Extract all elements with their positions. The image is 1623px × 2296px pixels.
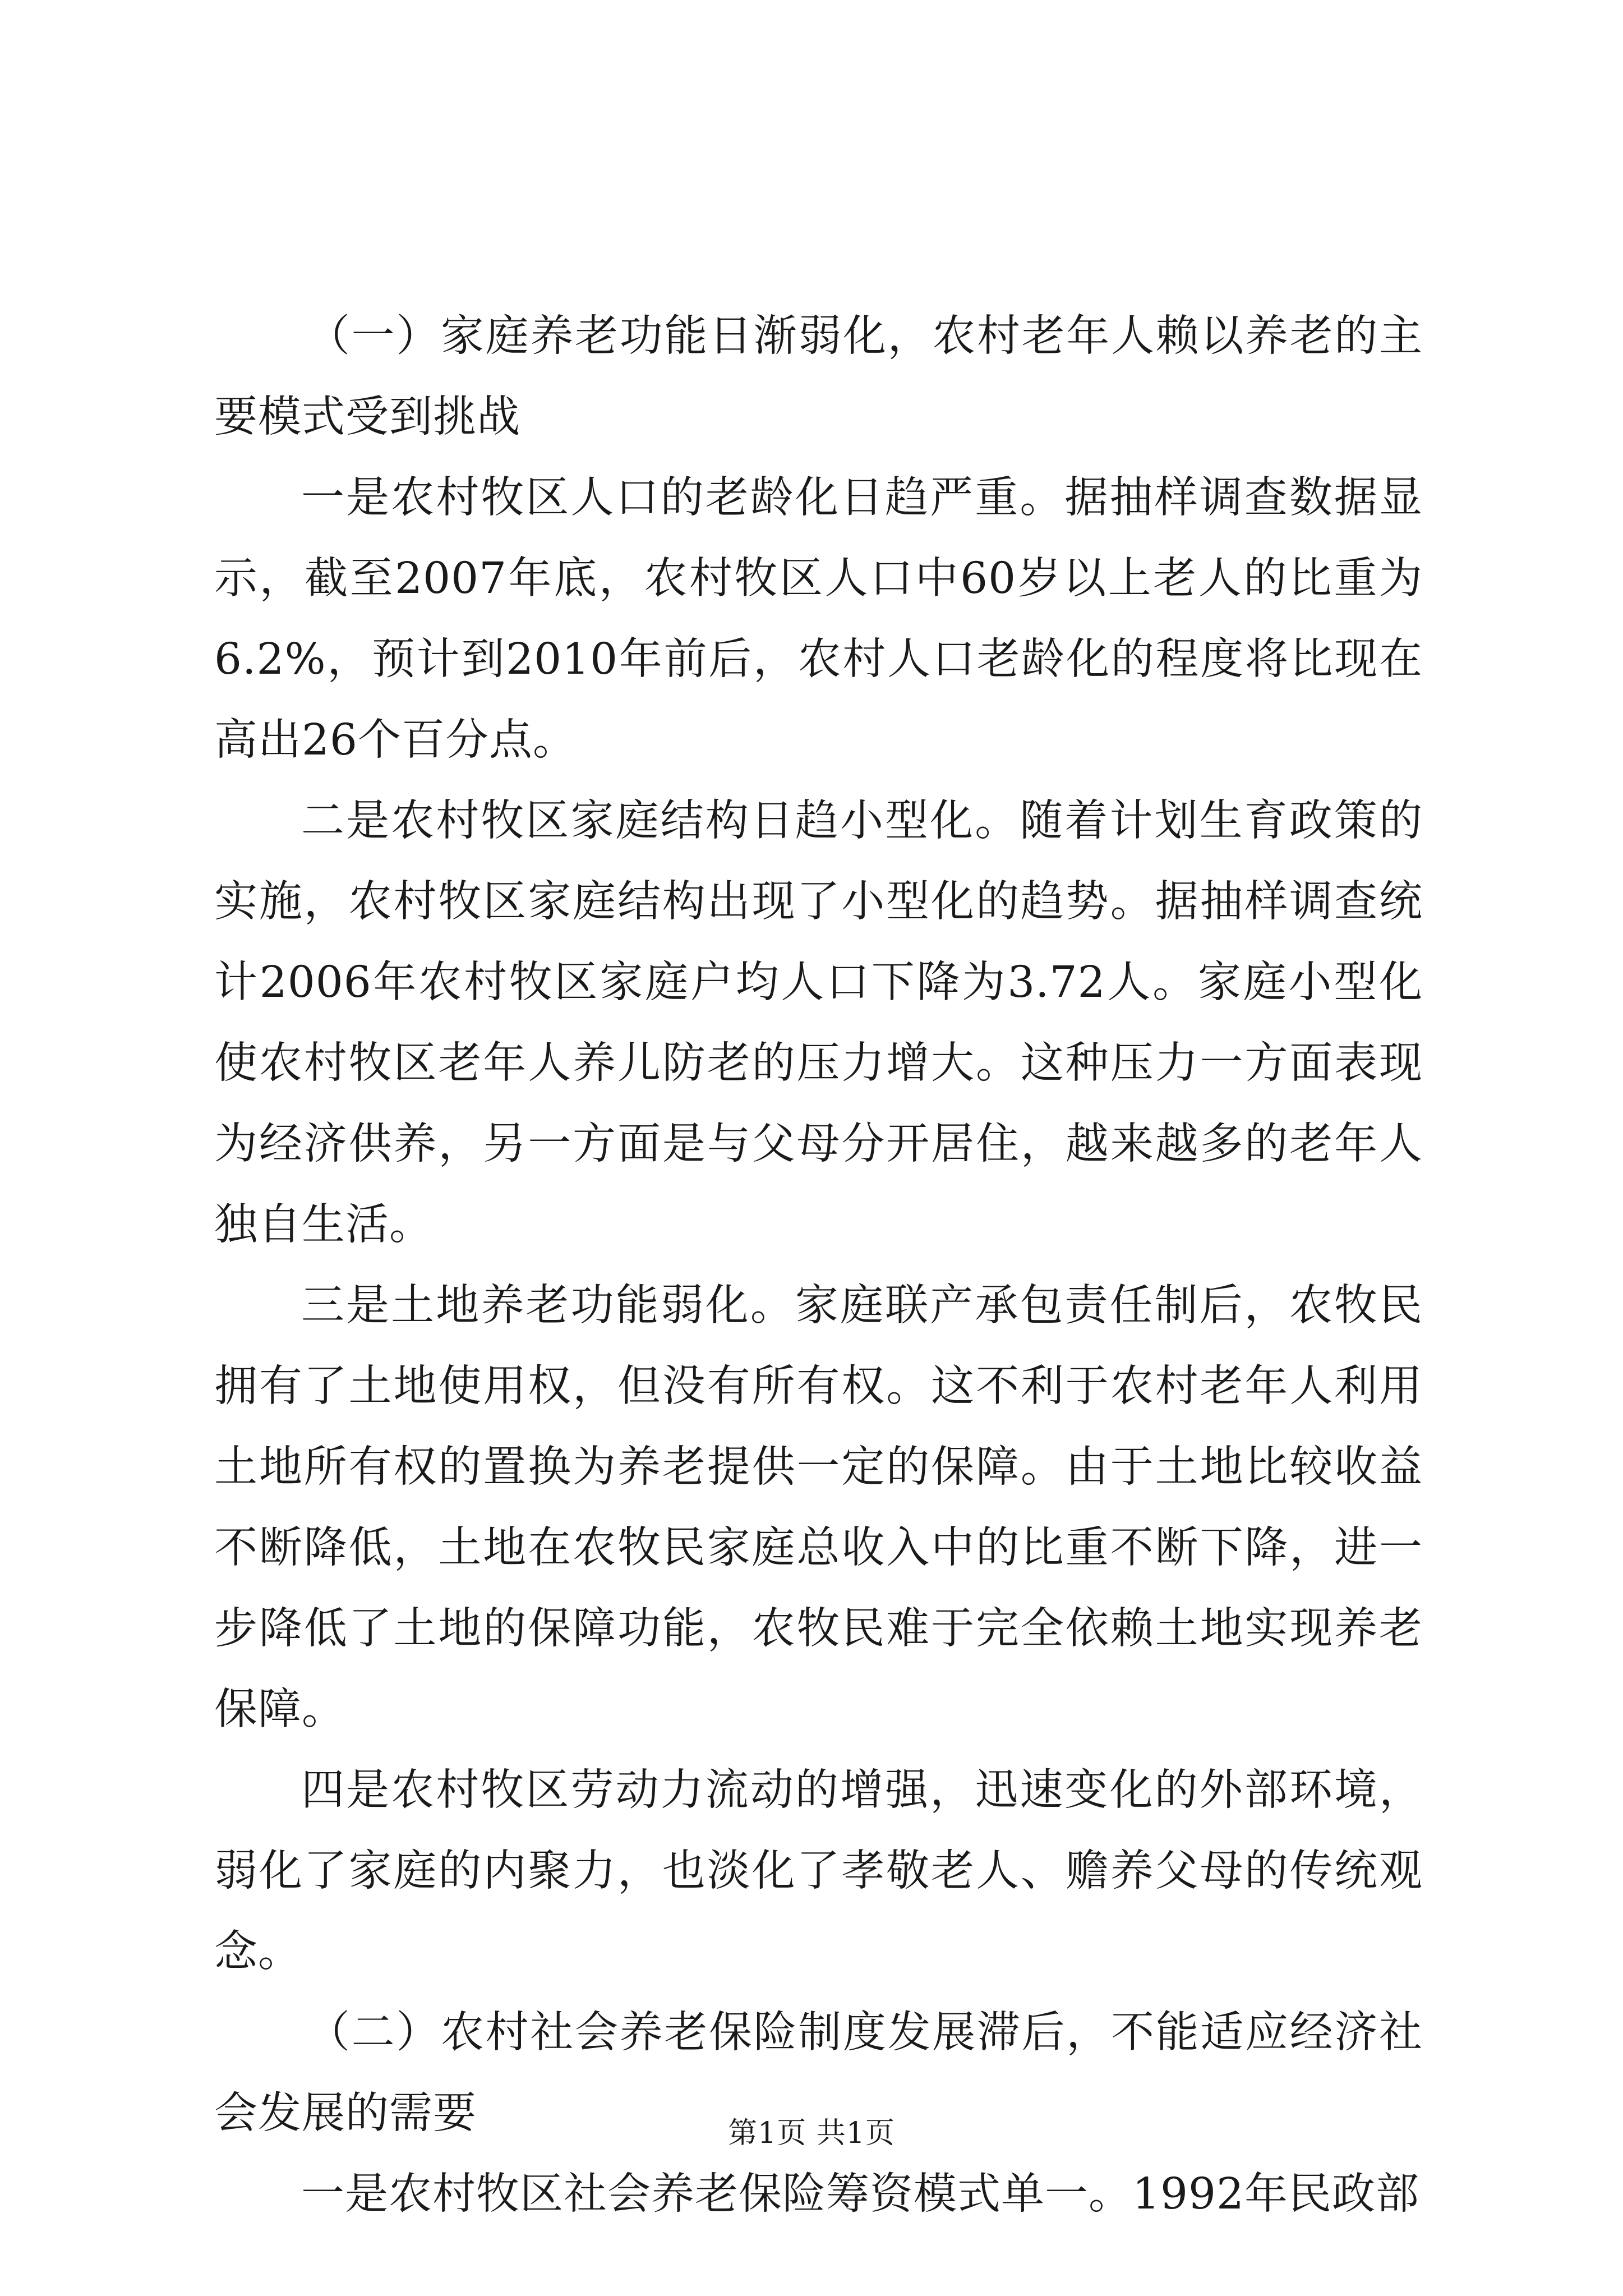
- paragraph-labor-mobility: 四是农村牧区劳动力流动的增强，迅速变化的外部环境，弱化了家庭的内聚力，也淡化了孝敬老人、赡养父母的传统观念。: [214, 1765, 1423, 1977]
- paragraph-funding-model: 一是农村牧区社会养老保险筹资模式单一。1992年民政部: [301, 2169, 1419, 2219]
- document-body: [214, 296, 1423, 2235]
- paragraph-land-function: 三是土地养老功能弱化。家庭联产承包责任制后，农牧民拥有了土地使用权，但没有所有权。这不利于农村老年人利用土地所有权的置换为养老提供一定的保障。由于土地比较收益不断降低，土地在农牧民家庭总收入中的比重不断下降，进一步降低了土地的保障功能，农牧民难于完全依赖土地实现养老保障。: [214, 1281, 1423, 1734]
- paragraph-aging-population: 一是农村牧区人口的老龄化日趋严重。据抽样调查数据显示，截至2007年底，农村牧区人口中60岁以上老人的比重为6.2%，预计到2010年前后，农村人口老龄化的程度将比现在高出26个百分点。: [214, 473, 1423, 765]
- paragraph-family-structure: 二是农村牧区家庭结构日趋小型化。随着计划生育政策的实施，农村牧区家庭结构出现了小型化的趋势。据抽样调查统计2006年农村牧区家庭户均人口下降为3.72人。家庭小型化使农村牧区老年人养儿防老的压力增大。这种压力一方面表现为经济供养，另一方面是与父母分开居住，越来越多的老年人独自生活。: [214, 796, 1423, 1250]
- section-heading-1: （一）家庭养老功能日渐弱化，农村老年人赖以养老的主要模式受到挑战: [214, 311, 1423, 442]
- page-footer: 第1页 共1页: [728, 2116, 895, 2150]
- section-heading-2: （二）农村社会养老保险制度发展滞后，不能适应经济社会发展的需要: [214, 2008, 1423, 2138]
